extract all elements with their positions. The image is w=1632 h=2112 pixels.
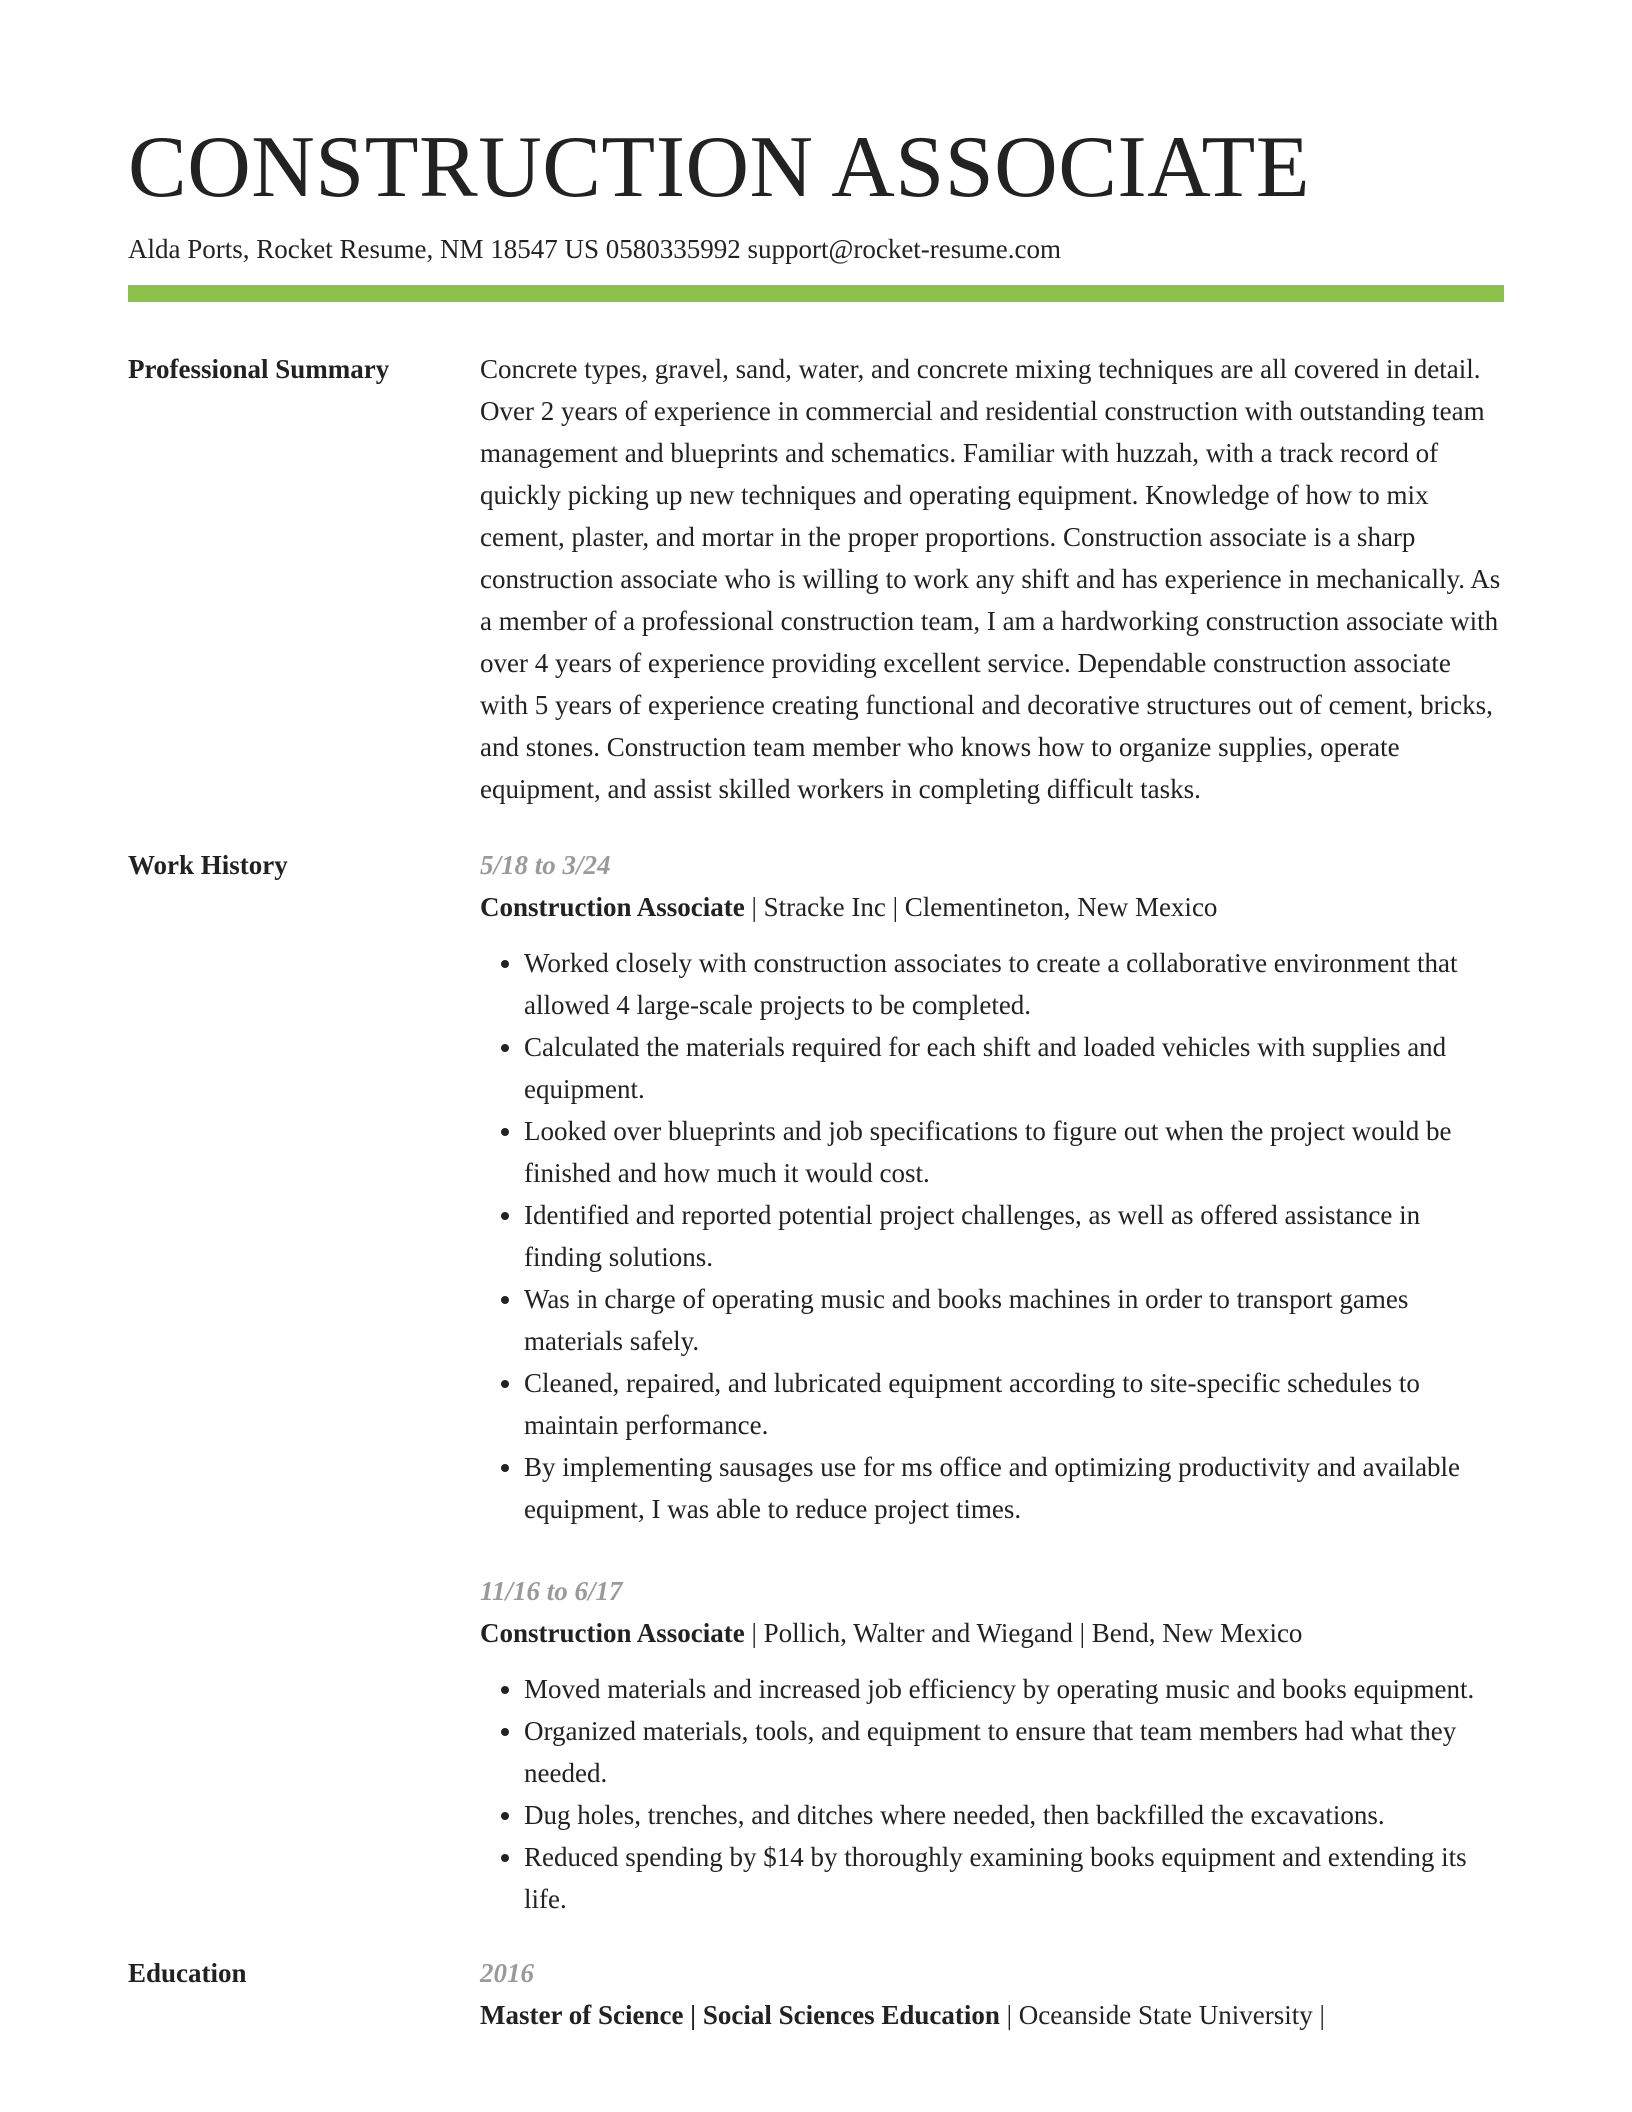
job-bullet: • Moved materials and increased job efficiency by operating music and books equipment. xyxy=(524,1668,1504,1710)
job-bullet-list xyxy=(480,942,1504,1530)
job-bullet: • Was in charge of operating music and books machines in order to transport games materials safely. xyxy=(524,1278,1504,1362)
job-bullet: • Reduced spending by $14 by thoroughly examining books equipment and extending its life. xyxy=(524,1836,1504,1920)
contact-email: support@rocket-resume.com xyxy=(747,234,1062,264)
work-history-section xyxy=(128,844,1504,1952)
resume-title: CONSTRUCTION ASSOCIATE xyxy=(128,119,1311,216)
job-dates: 11/16 to 6/17 xyxy=(480,1576,623,1606)
job-entry xyxy=(480,1570,1504,1920)
job-bullet-list xyxy=(480,1668,1504,1920)
education-line xyxy=(480,1994,1504,2036)
contact-address: Alda Ports, Rocket Resume, NM 18547 US xyxy=(128,234,599,264)
summary-text: Concrete types, gravel, sand, water, and concrete mixing techniques are all covered in detail. Over 2 years of experience in commercial and residential construction with outstanding team management and blueprints and schematics. Familiar with huzzah, with a track record of quickly picking up new techniques and operating equipment. Knowledge of how to mix cement, plaster, and mortar in the proper proportions. Construction associate is a sharp construction associate who is willing to work any shift and has experience in mechanically. As a member of a professional construction team, I am a hardworking construction associate with over 4 years of experience providing excellent service. Dependable construction associate with 5 years of experience creating functional and decorative structures out of cement, bricks, and stones. Construction team member who knows how to organize supplies, operate equipment, and assist skilled workers in completing difficult tasks. xyxy=(480,354,1501,804)
job-title: Construction Associate xyxy=(480,892,745,922)
job-title: Construction Associate xyxy=(480,1618,745,1648)
education-degree: Master of Science | Social Sciences Education xyxy=(480,2000,1000,2030)
professional-summary-section xyxy=(128,348,1504,810)
education-dates: 2016 xyxy=(480,1958,534,1988)
job-bullet: • Calculated the materials required for each shift and loaded vehicles with supplies and equipment. xyxy=(524,1026,1504,1110)
job-line xyxy=(480,1612,1504,1654)
job-bullet: • Worked closely with construction associates to create a collaborative environment that allowed 4 large-scale projects to be completed. xyxy=(524,942,1504,1026)
education-body xyxy=(480,1952,1504,2036)
job-entry xyxy=(480,844,1504,1530)
education-details: | Oceanside State University | xyxy=(999,2000,1325,2030)
job-bullet: • By implementing sausages use for ms office and optimizing productivity and available equipment, I was able to reduce project times. xyxy=(524,1446,1504,1530)
section-heading-work-history: Work History xyxy=(128,850,288,880)
section-heading-summary: Professional Summary xyxy=(128,354,390,384)
work-history-body xyxy=(480,844,1504,1952)
job-details: | Stracke Inc | Clementineton, New Mexico xyxy=(744,892,1218,922)
section-heading-education: Education xyxy=(128,1958,247,1988)
job-bullet: • Looked over blueprints and job specifications to figure out when the project would be finished and how much it would cost. xyxy=(524,1110,1504,1194)
job-bullet: • Identified and reported potential project challenges, as well as offered assistance in finding solutions. xyxy=(524,1194,1504,1278)
accent-divider xyxy=(128,285,1504,302)
contact-line xyxy=(128,232,1061,266)
job-bullet: • Organized materials, tools, and equipment to ensure that team members had what they needed. xyxy=(524,1710,1504,1794)
job-line xyxy=(480,886,1504,928)
resume-sections xyxy=(128,348,1504,2036)
job-dates: 5/18 to 3/24 xyxy=(480,850,611,880)
job-bullet: • Dug holes, trenches, and ditches where needed, then backfilled the excavations. xyxy=(524,1794,1504,1836)
contact-phone: 0580335992 xyxy=(605,234,741,264)
summary-body xyxy=(480,348,1504,810)
job-details: | Pollich, Walter and Wiegand | Bend, New Mexico xyxy=(744,1618,1303,1648)
education-section xyxy=(128,1952,1504,2036)
job-bullet: • Cleaned, repaired, and lubricated equipment according to site-specific schedules to maintain performance. xyxy=(524,1362,1504,1446)
